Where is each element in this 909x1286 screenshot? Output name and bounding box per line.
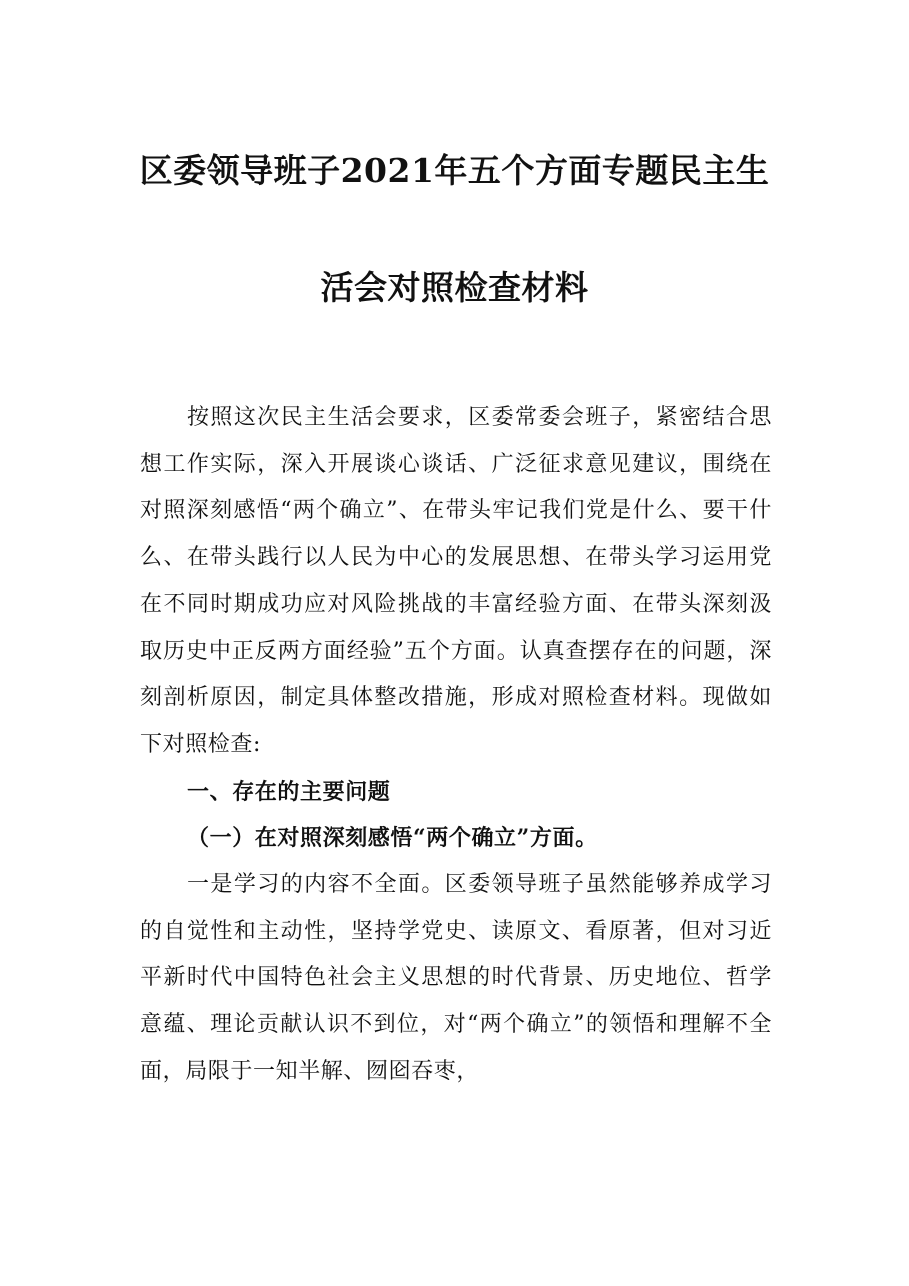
- body-paragraph: 一是学习的内容不全面。区委领导班子虽然能够养成学习的自觉性和主动性，坚持学党史、读原文、看原著，但对习近平新时代中国特色社会主义思想的时代背景、历史地位、哲学意蕴、理论贡献认识不到位，对“两个确立”的领悟和理解不全面，局限于一知半解、囫囵吞枣，: [140, 872, 772, 1084]
- intro-paragraph: 按照这次民主生活会要求，区委常委会班子，紧密结合思想工作实际，深入开展谈心谈话、广泛征求意见建议，围绕在对照深刻感悟“两个确立”、在带头牢记我们党是什么、要干什么、在带头践行以人民为中心的发展思想、在带头学习运用党在不同时期成功应对风险挑战的丰富经验方面、在带头深刻汲取历史中正反两方面经验”五个方面。认真查摆存在的问题，深刻剖析原因，制定具体整改措施，形成对照检查材料。现做如下对照检查:: [140, 405, 772, 757]
- subsection-heading: （一）在对照深刻感悟“两个确立”方面。: [187, 825, 598, 852]
- document-body: [140, 395, 772, 1096]
- document-title-line-1: 区委领导班子2021年五个方面专题民主生: [139, 151, 770, 190]
- document-title-line-2: 活会对照检查材料: [320, 268, 589, 307]
- section-heading: 一、存在的主要问题: [187, 778, 391, 805]
